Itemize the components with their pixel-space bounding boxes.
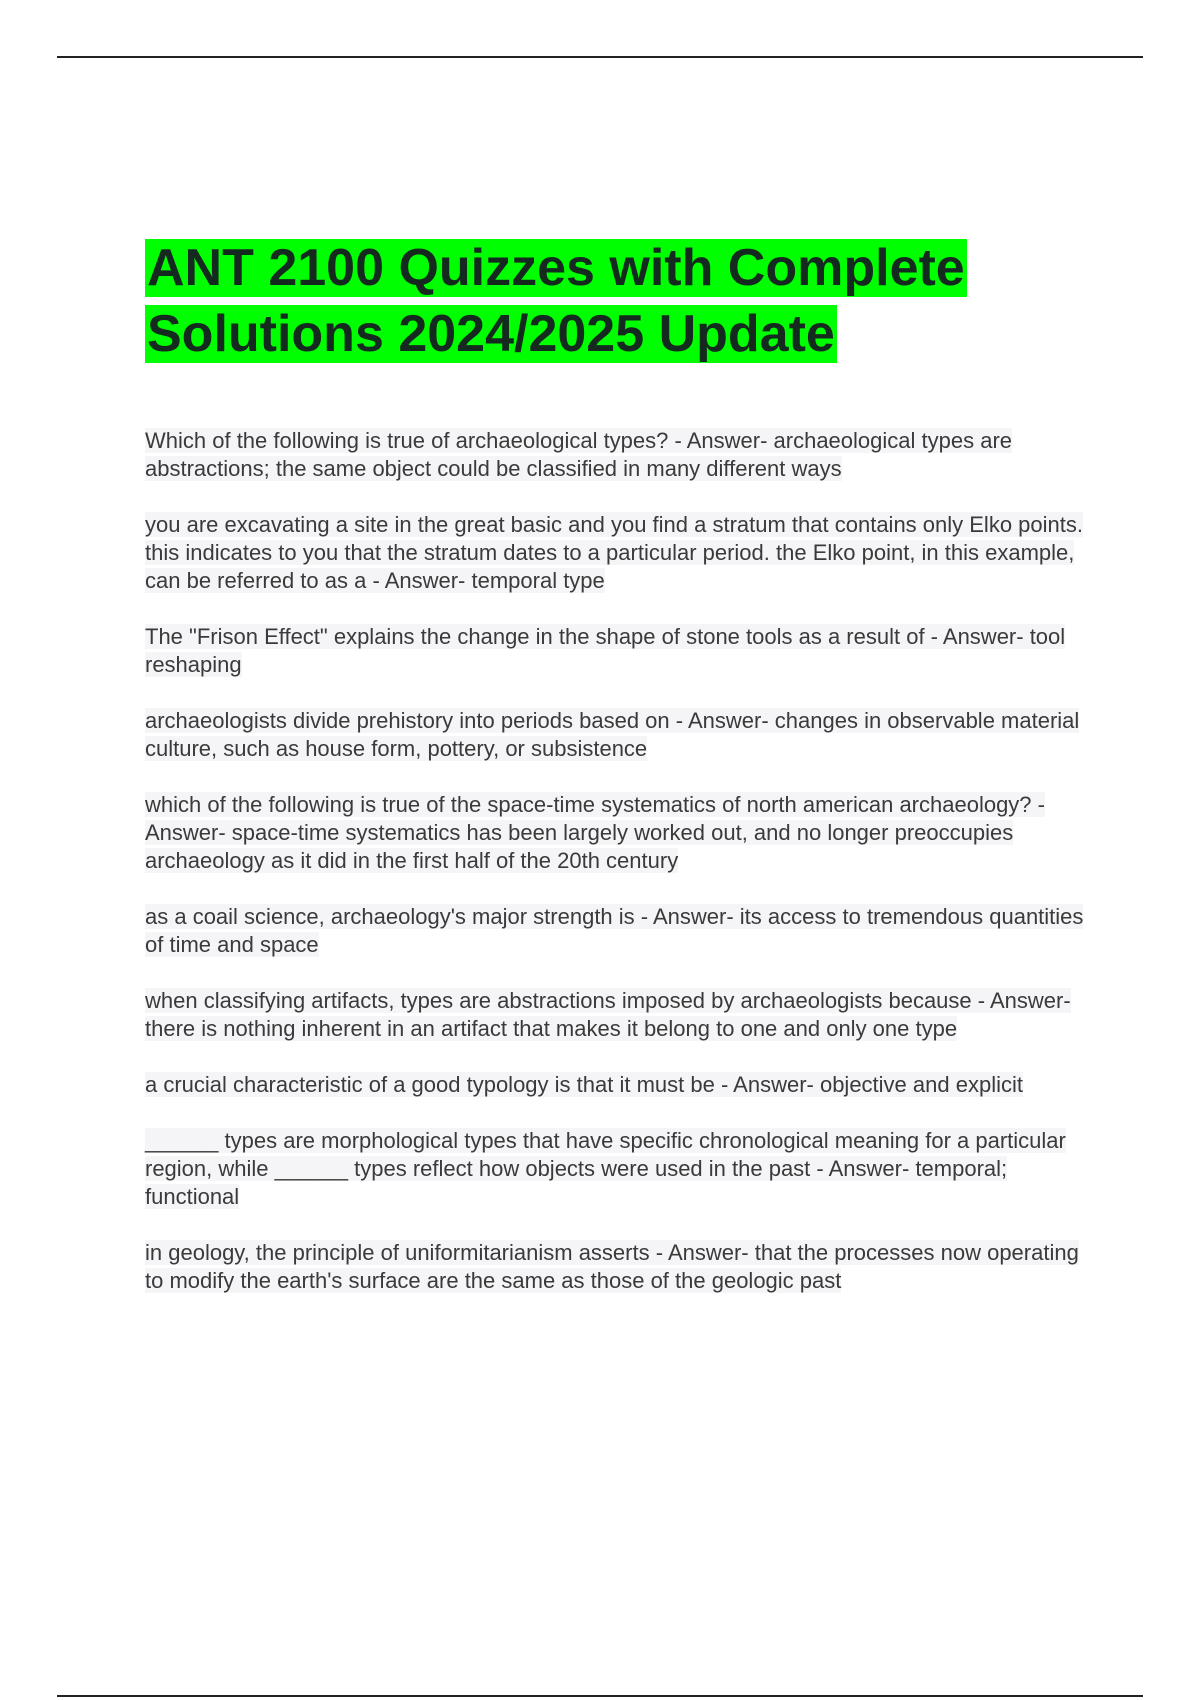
qa-item: which of the following is true of the space-time systematics of north american archaeology? - Answer- space-time systematics has been largely worked out, and no longer preoccupies archaeology as it did in the first half of the 20th century xyxy=(145,792,1045,873)
qa-item: The "Frison Effect" explains the change in the shape of stone tools as a result of - Answer- tool reshaping xyxy=(145,624,1066,677)
document-body xyxy=(145,235,1085,1323)
qa-item: a crucial characteristic of a good typology is that it must be - Answer- objective and explicit xyxy=(145,1072,1023,1097)
qa-item: ______ types are morphological types that have specific chronological meaning for a particular region, while ______ types reflect how objects were used in the past - Answer- temporal; functional xyxy=(145,1128,1066,1209)
qa-item: archaeologists divide prehistory into periods based on - Answer- changes in observable material culture, such as house form, pottery, or subsistence xyxy=(145,708,1080,761)
qa-list xyxy=(145,427,1085,1295)
document-title xyxy=(145,235,1085,367)
qa-item: as a coail science, archaeology's major strength is - Answer- its access to tremendous quantities of time and space xyxy=(145,904,1084,957)
qa-item: when classifying artifacts, types are abstractions imposed by archaeologists because - Answer- there is nothing inherent in an artifact that makes it belong to one and only one type xyxy=(145,988,1071,1041)
top-rule xyxy=(57,56,1143,58)
title-line-2: Solutions 2024/2025 Update xyxy=(147,305,835,363)
qa-item: in geology, the principle of uniformitarianism asserts - Answer- that the processes now operating to modify the earth's surface are the same as those of the geologic past xyxy=(145,1240,1079,1293)
qa-item: Which of the following is true of archaeological types? - Answer- archaeological types are abstractions; the same object could be classified in many different ways xyxy=(145,428,1013,481)
bottom-rule xyxy=(57,1695,1143,1697)
title-line-1: ANT 2100 Quizzes with Complete xyxy=(147,239,965,297)
qa-item: you are excavating a site in the great basic and you find a stratum that contains only Elko points. this indicates to you that the stratum dates to a particular period. the Elko point, in this example, can be referred to as a - Answer- temporal type xyxy=(145,512,1083,593)
